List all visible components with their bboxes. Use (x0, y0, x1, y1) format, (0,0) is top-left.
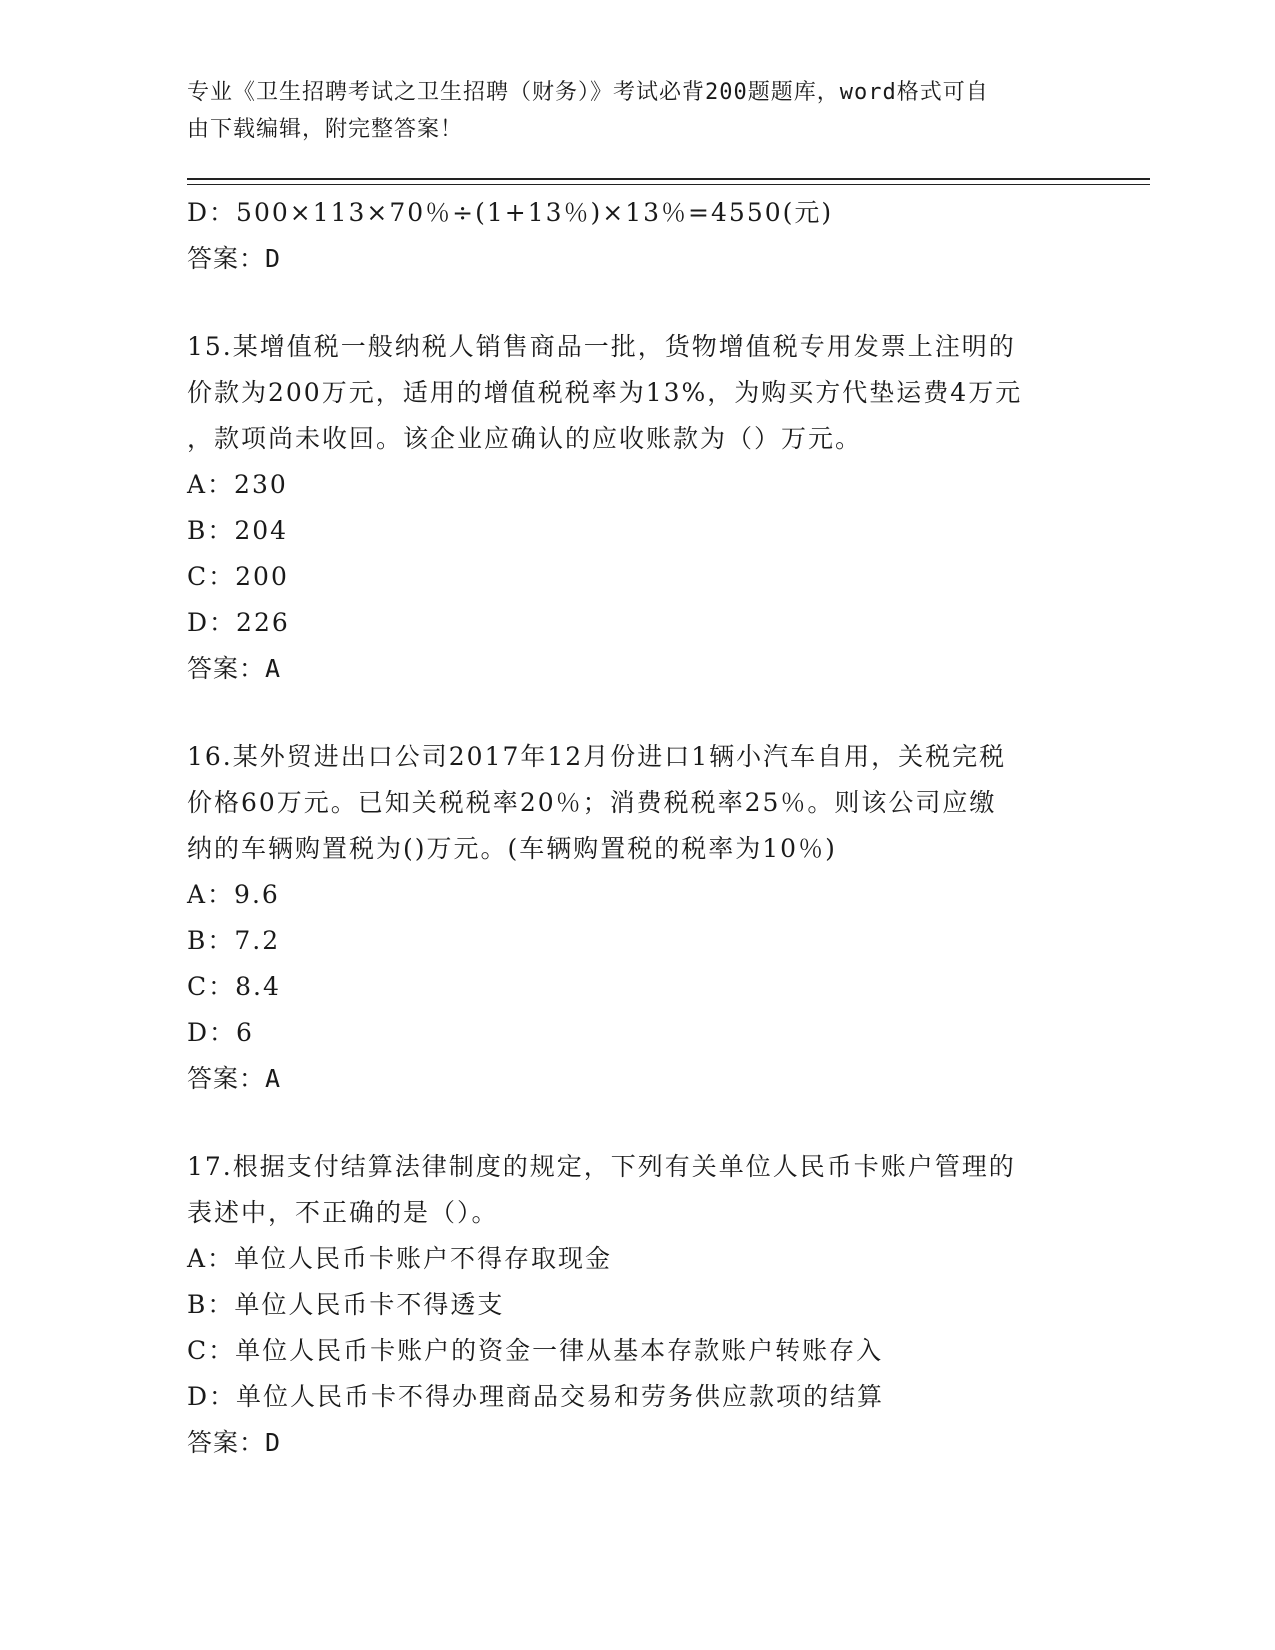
option-d: D：单位人民币卡不得办理商品交易和劳务供应款项的结算 (187, 1382, 885, 1411)
question-15 (187, 324, 1087, 692)
option-d: D：6 (187, 1018, 254, 1047)
option-b: B：204 (187, 516, 289, 545)
option-d: D：500×113×70％÷(1+13％)×13％=4550(元) (187, 198, 834, 227)
question-text-line: 表述中，不正确的是（）。 (187, 1198, 499, 1227)
answer-line: 答案：A (187, 654, 282, 683)
option-a: A：230 (187, 470, 288, 499)
previous-question-tail (187, 190, 1087, 282)
question-text-line: 纳的车辆购置税为()万元。(车辆购置税的税率为10％) (187, 834, 837, 863)
option-c: C：8.4 (187, 972, 281, 1001)
option-d: D：226 (187, 608, 290, 637)
header-divider-thick (187, 178, 1150, 180)
option-b: B：7.2 (187, 926, 281, 955)
question-16 (187, 734, 1087, 1102)
question-17 (187, 1144, 1087, 1466)
question-text-line: 价格60万元。已知关税税率20％；消费税税率25％。则该公司应缴 (187, 788, 997, 817)
option-a: A：单位人民币卡账户不得存取现金 (187, 1244, 613, 1273)
option-c: C：单位人民币卡账户的资金一律从基本存款账户转账存入 (187, 1336, 884, 1365)
answer-line: 答案：D (187, 1428, 282, 1457)
option-c: C：200 (187, 562, 289, 591)
question-text-line: 17.根据支付结算法律制度的规定，下列有关单位人民币卡账户管理的 (187, 1152, 1016, 1181)
question-text-line: 15.某增值税一般纳税人销售商品一批，货物增值税专用发票上注明的 (187, 332, 1016, 361)
header-line-1: 专业《卫生招聘考试之卫生招聘（财务）》考试必背200题题库，word格式可自 (187, 80, 989, 105)
question-text-line: 价款为200万元，适用的增值税税率为13%，为购买方代垫运费4万元 (187, 378, 1023, 407)
question-text-line: 16.某外贸进出口公司2017年12月份进口1辆小汽车自用，关税完税 (187, 742, 1007, 771)
document-body (187, 190, 1087, 1466)
header-line-2: 由下载编辑，附完整答案！ (187, 117, 464, 142)
answer-line: 答案：A (187, 1064, 282, 1093)
document-header (187, 74, 1087, 148)
option-a: A：9.6 (187, 880, 280, 909)
option-b: B：单位人民币卡不得透支 (187, 1290, 505, 1319)
answer-line: 答案：D (187, 244, 282, 273)
header-divider-thin (187, 184, 1150, 185)
question-text-line: ，款项尚未收回。该企业应确认的应收账款为（）万元。 (187, 424, 863, 453)
